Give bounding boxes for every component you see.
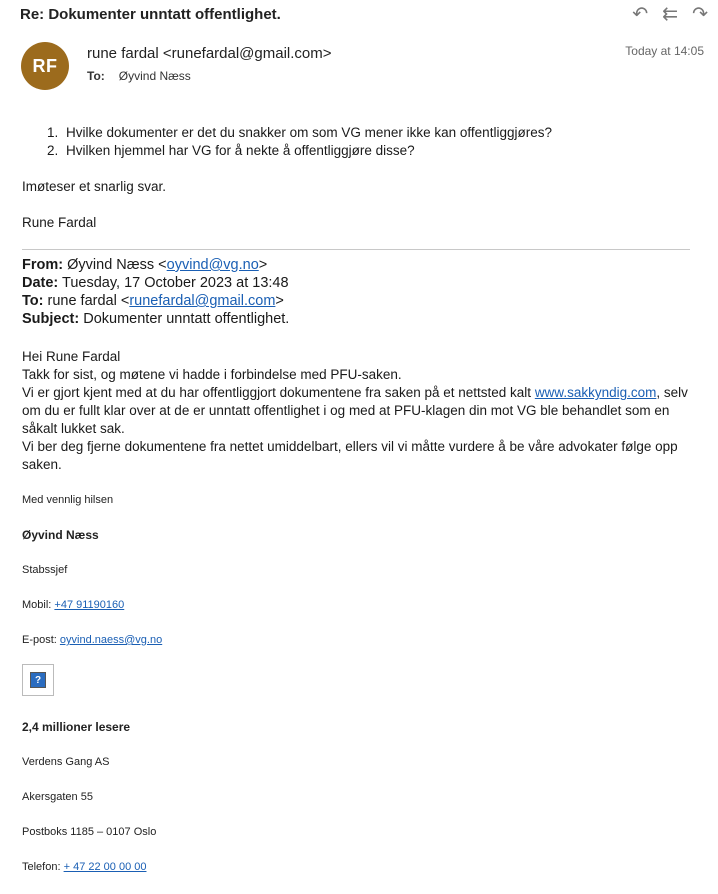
reply-signature: Rune Fardal [22, 215, 97, 230]
from-name: Øyvind Næss < [67, 257, 167, 273]
sig-mobile: Mobil: +47 91190160 [22, 599, 125, 611]
recipient-row [87, 69, 191, 83]
website-link[interactable]: www.sakkyndig.com [534, 385, 657, 400]
reply-all-icon[interactable]: ⇇ [662, 4, 679, 25]
sig-phone: Telefon: + 47 22 00 00 00 [22, 861, 147, 873]
sig-email: E-post: oyvind.naess@vg.no [22, 634, 163, 646]
forward-icon[interactable]: ↷ [692, 4, 708, 25]
mobile-link[interactable]: +47 91190160 [54, 599, 125, 611]
sig-title: Stabssjef [22, 564, 68, 576]
greeting: Hei Rune Fardal [22, 349, 121, 364]
quoted-to-label: To: [22, 293, 44, 309]
sig-postbox: Postboks 1185 – 0107 Oslo [22, 826, 157, 838]
phone-link[interactable]: + 47 22 00 00 00 [63, 861, 147, 873]
from-email-link[interactable]: oyvind@vg.no [166, 257, 259, 273]
missing-image [22, 664, 54, 696]
question-list [22, 124, 694, 160]
message-line: Vi er gjort kjent med at du har offentliggjort dokumentene fra saken på et nettsted kalt www.sakkyndig.com, selv om du er fullt klar over at de er unntatt offentlighet i og med at PFU-klagen din mot VG ble behandlet som en såkalt lukket sak. [22, 385, 688, 436]
to-label: To: [87, 69, 105, 83]
quote-divider [22, 249, 690, 250]
reply-icon[interactable]: ↶ [632, 4, 649, 25]
quoted-message [22, 348, 694, 474]
missing-image-icon: ? [30, 672, 46, 688]
quoted-header [22, 256, 289, 328]
message-line: Vi ber deg fjerne dokumentene fra nettet umiddelbart, ellers vil vi måtte vurdere å be våre advokater følge opp saken. [22, 439, 678, 472]
quoted-to-name: rune fardal < [47, 293, 130, 309]
sig-company: Verdens Gang AS [22, 756, 110, 768]
list-item: 1. Hvilke dokumenter er det du snakker om som VG mener ikke kan offentliggjøres? [62, 124, 694, 142]
reply-body [22, 116, 694, 232]
to-email-link[interactable]: runefardal@gmail.com [129, 293, 276, 309]
message-actions [632, 4, 708, 26]
from-label: From: [22, 257, 64, 273]
sig-regards: Med vennlig hilsen [22, 494, 114, 506]
date-label: Date: [22, 275, 59, 291]
recipient[interactable]: Øyvind Næss [118, 69, 191, 83]
sender[interactable]: rune fardal <runefardal@gmail.com> [87, 45, 332, 62]
from-end: > [258, 257, 268, 273]
sig-readers: 2,4 millioner lesere [22, 720, 131, 734]
timestamp: Today at 14:05 [625, 44, 704, 58]
email-link[interactable]: oyvind.naess@vg.no [59, 634, 163, 646]
sig-name: Øyvind Næss [22, 528, 99, 542]
subject-value: Dokumenter unntatt offentlighet. [83, 311, 290, 327]
closing-text: Imøteser et snarlig svar. [22, 179, 167, 194]
avatar: RF [21, 42, 69, 90]
sig-address: Akersgaten 55 [22, 791, 93, 803]
date-value: Tuesday, 17 October 2023 at 13:48 [62, 275, 289, 291]
subject-label: Subject: [22, 311, 80, 327]
to-end: > [275, 293, 284, 309]
list-item: 2. Hvilken hjemmel har VG for å nekte å offentliggjøre disse? [62, 142, 694, 160]
message-line: Takk for sist, og møtene vi hadde i forbindelse med PFU-saken. [22, 367, 402, 382]
email-subject: Re: Dokumenter unntatt offentlighet. [20, 6, 281, 23]
